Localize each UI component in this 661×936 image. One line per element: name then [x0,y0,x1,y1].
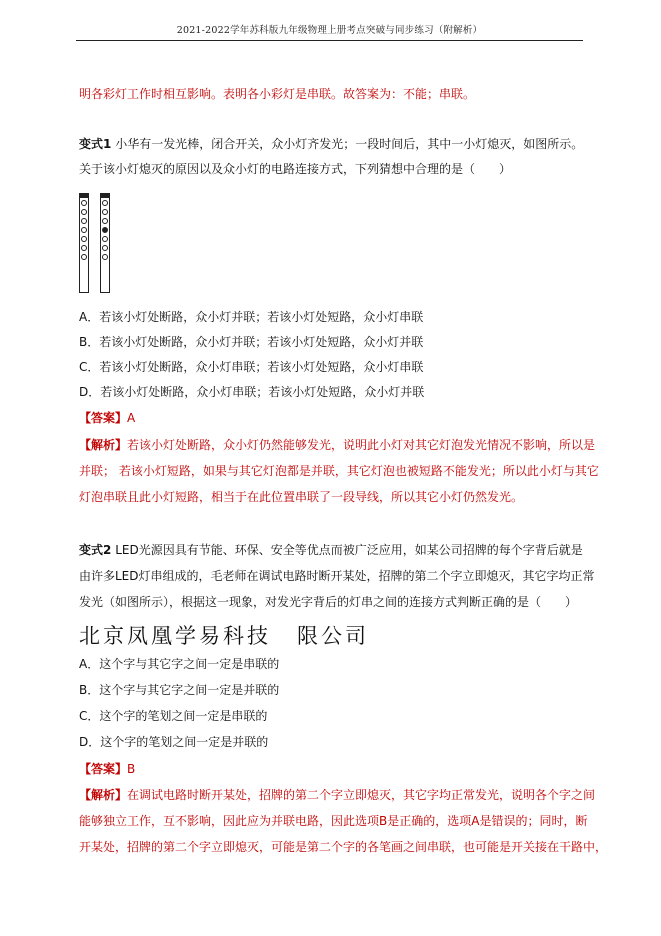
sign-text-part2: 限公司 [297,624,369,648]
page-header: 2021-2022学年苏科版九年级物理上册考点突破与同步练习（附解析） [176,25,483,36]
lamp-bulb [81,254,87,260]
q2-analysis-line1 [79,787,595,803]
q1-stem-line1 [79,136,583,152]
company-sign [79,620,369,650]
q2-stem-line1 [79,542,583,558]
intro-answer-line: 明各彩灯工作时相互影响。表明各小彩灯是串联。故答案为：不能；串联。 [79,87,476,101]
q2-answer [79,761,135,777]
header-divider [76,40,583,41]
q2-label: 变式2 [79,543,112,557]
q1-option-b: B．若该小灯处断路，众小灯并联；若该小灯处短路，众小灯并联 [79,335,424,349]
q1-option-a: A．若该小灯处断路，众小灯并联；若该小灯处短路，众小灯串联 [79,310,424,324]
q2-stem-line3: 发光（如图所示），根据这一现象，对发光字背后的灯串之间的连接方式判断正确的是（ ） [79,595,578,609]
q2-analysis-line2: 能够独立工作，互不影响，因此应为并联电路，因此选项B是正确的，选项A是错误的；同时，断 [79,814,588,828]
lamp-bar-right [100,193,110,293]
lamp-bulb [81,227,87,233]
lamp-bulb [102,218,108,224]
q1-analysis-line1 [79,437,595,453]
q1-answer [79,410,135,426]
q2-analysis-text1: 在调试电路时断开某处，招牌的第二个字立即熄灭，其它字均正常发光，说明各个字之间 [127,788,596,802]
q1-answer-value: A [127,411,136,425]
q1-label: 变式1 [79,137,112,151]
lamp-bulb [81,245,87,251]
q2-answer-value: B [127,762,136,776]
q1-analysis-line2: 并联； 若该小灯短路，如果与其它灯泡都是并联，其它灯泡也被短路不能发光；所以此小灯与其它 [79,464,599,478]
lamp-bulb [102,200,108,206]
q1-stem-line2: 关于该小灯熄灭的原因以及众小灯的电路连接方式，下列猜想中合理的是（ ） [79,162,512,176]
q1-analysis-text1: 若该小灯处断路，众小灯仍然能够发光，说明此小灯对其它灯泡发光情况不影响，所以是 [127,438,596,452]
q2-option-a: A．这个字与其它字之间一定是串联的 [79,657,280,671]
sign-text-part1: 北京凤凰学易科技 [79,624,271,648]
q1-option-c: C．若该小灯处断路，众小灯串联；若该小灯处短路，众小灯串联 [79,360,424,374]
q2-option-b: B．这个字与其它字之间一定是并联的 [79,683,280,697]
q1-answer-tag: 【答案】 [79,411,128,425]
lamp-bulb [102,209,108,215]
lamp-bulb [102,245,108,251]
q2-stem-text1: LED光源因具有节能、环保、安全等优点而被广泛应用，如某公司招牌的每个字背后就是 [115,543,583,557]
q2-stem-line2: 由许多LED灯串组成的，毛老师在调试电路时断开某处，招牌的第二个字立即熄灭，其它字均正常 [79,569,595,583]
lamp-cap-right [100,193,110,198]
q2-option-c: C．这个字的笔划之间一定是串联的 [79,709,268,723]
lamp-bulb [81,209,87,215]
lamp-bulb [81,236,87,242]
q2-analysis-line3: 开某处，招牌的第二个字立即熄灭，可能是第二个字的各笔画之间串联，也可能是开关接在干路中， [79,840,608,854]
lamp-bulb [102,236,108,242]
lamp-bulb [81,218,87,224]
lamp-cap-left [79,193,89,198]
q2-answer-tag: 【答案】 [79,762,128,776]
q1-option-d: D．若该小灯处断路，众小灯串联；若该小灯处短路，众小灯并联 [79,385,425,399]
extinguished-bulb [102,227,108,233]
lamp-bar-left [79,193,89,293]
q1-analysis-tag: 【解析】 [79,438,128,452]
q2-option-d: D．这个字的笔划之间一定是并联的 [79,735,269,749]
q2-analysis-tag: 【解析】 [79,788,128,802]
lamp-bulb [102,254,108,260]
lamp-bulb [81,200,87,206]
q1-analysis-line3: 灯泡串联且此小灯短路，相当于在此位置串联了一段导线，所以其它小灯仍然发光。 [79,490,524,504]
q1-stem-text1: 小华有一发光棒，闭合开关，众小灯齐发光；一段时间后，其中一小灯熄灭，如图所示。 [115,137,584,151]
